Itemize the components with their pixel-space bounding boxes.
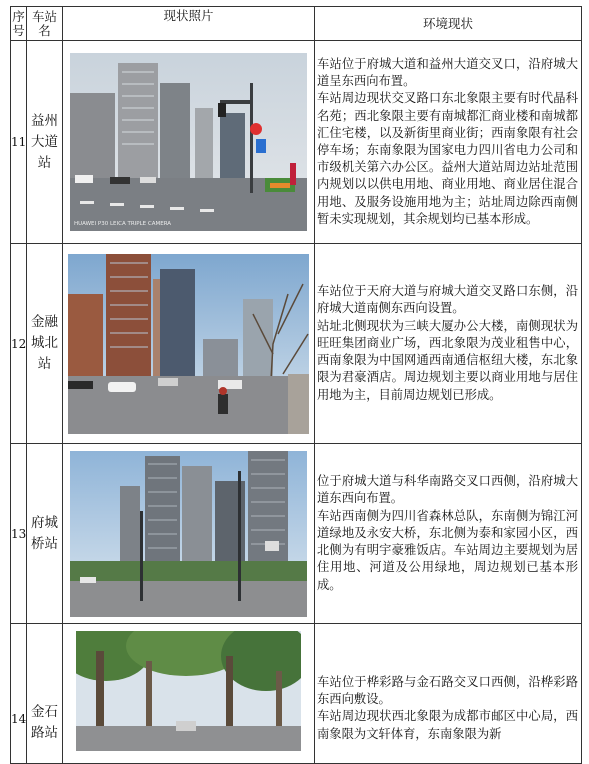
environment-description bbox=[315, 41, 582, 244]
row-number: 11 bbox=[11, 41, 27, 244]
row-number: 12 bbox=[11, 244, 27, 444]
photo-cell bbox=[63, 444, 315, 624]
table-row bbox=[11, 444, 582, 624]
station-name: 益州大道站 bbox=[27, 41, 63, 244]
description-paragraph: 车站位于府城大道和益州大道交叉口，沿府城大道呈东西向布置。 bbox=[317, 56, 578, 89]
environment-description bbox=[315, 444, 582, 624]
table-row bbox=[11, 244, 582, 444]
description-paragraph: 车站位于天府大道与府城大道交叉路口东侧，沿府城大道南侧东西向设置。 bbox=[317, 284, 578, 316]
environment-description bbox=[315, 244, 582, 444]
station-environment-table bbox=[10, 6, 582, 764]
description-paragraph: 车站位于桦彩路与金石路交叉口西侧，沿桦彩路东西向敷设。 bbox=[317, 675, 578, 707]
row-number: 13 bbox=[11, 444, 27, 624]
description-paragraph: 车站周边现状交叉路口东北象限主要有时代晶科名苑；西北象限主要有南城都汇商业楼和南城都汇住宅楼，以及新街里商业街；西南象限有社会停车场；东南象限为国家电力四川省电力公司和市级机关第六办公区。益州大道站周边站址范围内规划以以供电用地、商业用地、商业居住混合用地、及服务设施用地为主；站址周边除西南侧暂未实现规划，其余规划均已基本形成。 bbox=[317, 91, 578, 226]
header-station: 车站名 bbox=[27, 7, 63, 41]
station-name: 府城桥站 bbox=[27, 444, 63, 624]
photo-cell bbox=[63, 41, 315, 244]
high-rise-road-photo bbox=[68, 254, 309, 434]
street-intersection-photo bbox=[70, 53, 307, 231]
header-photo: 现状照片 bbox=[63, 7, 315, 41]
environment-description bbox=[315, 624, 582, 764]
photo-cell bbox=[63, 624, 315, 764]
table-row bbox=[11, 41, 582, 244]
residential-towers-photo bbox=[70, 451, 307, 617]
station-name: 金石路站 bbox=[27, 624, 63, 764]
header-seq: 序号 bbox=[11, 7, 27, 41]
tree-lined-street-photo bbox=[76, 631, 301, 751]
station-name: 金融城北站 bbox=[27, 244, 63, 444]
description-paragraph: 站址北侧现状为三峡大厦办公大楼，南侧现状为旺旺集团商业广场，西北象限为茂业租售中心，西南象限为中国网通西南通信枢纽大楼，东北象限为君豪酒店。周边规划主要以商业用地与居住用地为主，目前周边规划已形成。 bbox=[317, 318, 578, 402]
description-paragraph: 车站西南侧为四川省森林总队，东南侧为锦江河道绿地及永安大桥，东北侧为泰和家园小区，西北侧为有明宇豪雅饭店。车站周边主要规划为居住用地、河道及公用绿地，周边规划已基本形成。 bbox=[317, 508, 578, 592]
description-paragraph: 车站周边现状西北象限为成都市邮区中心局，西南象限为文轩体育，东南象限为新 bbox=[317, 709, 578, 741]
header-environment: 环境现状 bbox=[315, 7, 582, 41]
photo-cell bbox=[63, 244, 315, 444]
row-number: 14 bbox=[11, 624, 27, 764]
table-header-row bbox=[11, 7, 582, 41]
description-paragraph: 位于府城大道与科华南路交叉口西侧，沿府城大道东西向布置。 bbox=[317, 474, 578, 506]
camera-watermark: HUAWEI P30 LEICA TRIPLE CAMERA bbox=[74, 221, 172, 227]
table-row bbox=[11, 624, 582, 764]
